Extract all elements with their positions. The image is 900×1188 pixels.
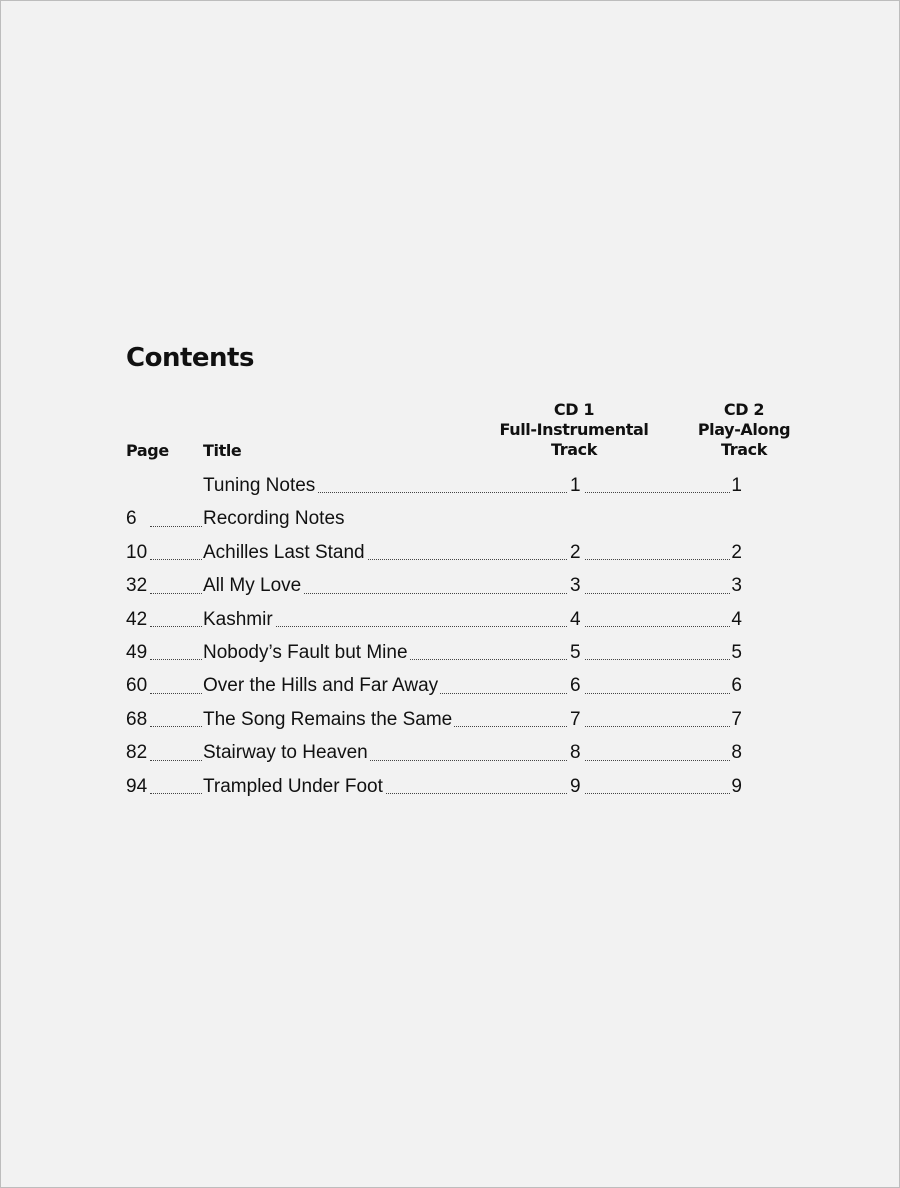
cd2-track-number: 6	[731, 675, 742, 697]
page-number	[126, 475, 127, 496]
cd2-track-number: 3	[731, 575, 742, 597]
toc-row[interactable]	[126, 636, 756, 669]
cd2-track-number-cell	[582, 703, 744, 736]
page-number: 32	[126, 575, 148, 597]
cd1-header-line: CD 1	[553, 400, 595, 419]
cd1-track-number: 9	[570, 775, 581, 797]
cd2-header-line: Play-Along	[697, 420, 791, 439]
cd1-track-number: 5	[570, 641, 581, 663]
toc-row[interactable]	[126, 603, 756, 636]
song-title-cell	[203, 502, 570, 535]
cd1-track-number-cell	[570, 669, 582, 702]
cd2-header-line: CD 2	[723, 400, 765, 419]
cd1-track-number: 8	[570, 742, 581, 764]
song-title-cell	[203, 603, 570, 636]
toc-row[interactable]	[126, 536, 756, 569]
song-title: Achilles Last Stand	[203, 541, 365, 563]
cd2-track-number: 5	[731, 641, 742, 663]
cd2-track-number-cell	[582, 536, 744, 569]
cd2-track-number: 2	[731, 541, 742, 563]
song-title: Trampled Under Foot	[203, 775, 383, 797]
cd1-track-number: 1	[570, 475, 581, 496]
page-number: 60	[126, 675, 148, 697]
toc-row[interactable]	[126, 770, 756, 803]
cd2-track-number-cell	[582, 770, 744, 803]
cd2-track-number	[742, 508, 744, 529]
cd1-track-number-cell	[570, 569, 582, 602]
cd2-track-number-cell	[582, 469, 744, 502]
cd2-track-number: 7	[731, 708, 742, 730]
page-number: 94	[126, 775, 148, 797]
song-title-cell	[203, 770, 570, 803]
cd2-track-number-cell	[582, 636, 744, 669]
song-title-cell	[203, 569, 570, 602]
song-title: Nobody’s Fault but Mine	[203, 641, 408, 663]
page-number-cell	[126, 669, 202, 702]
song-title-cell	[203, 469, 570, 502]
cd1-track-number-cell	[570, 703, 582, 736]
song-title: Kashmir	[203, 608, 273, 630]
page-number-cell	[126, 502, 202, 535]
page-number-cell	[126, 736, 202, 769]
toc-row[interactable]	[126, 502, 756, 535]
cd2-track-number: 8	[731, 742, 742, 764]
cd1-track-number: 6	[570, 675, 581, 697]
page-number: 49	[126, 641, 148, 663]
song-title: Recording Notes	[203, 508, 345, 530]
cd1-track-number: 2	[570, 541, 581, 563]
cd2-header-line: Track	[721, 440, 767, 459]
page-number-cell	[126, 703, 202, 736]
song-title-cell	[203, 703, 570, 736]
page-number-cell	[126, 770, 202, 803]
column-header-title: Title	[203, 441, 242, 460]
cd1-track-number-cell	[570, 603, 582, 636]
cd1-track-number-cell	[570, 636, 582, 669]
page-number-cell	[126, 636, 202, 669]
toc-row[interactable]	[126, 736, 756, 769]
toc-row[interactable]	[126, 669, 756, 702]
page-number-cell	[126, 569, 202, 602]
column-header-cd1	[494, 400, 654, 460]
cd2-track-number: 9	[731, 775, 742, 797]
cd2-track-number-cell	[582, 736, 744, 769]
cd2-track-number-cell	[582, 502, 744, 535]
page-number: 6	[126, 508, 137, 530]
page-number: 10	[126, 541, 148, 563]
page-number: 42	[126, 608, 148, 630]
page-number-cell	[126, 603, 202, 636]
toc-row[interactable]	[126, 469, 756, 502]
page-number-cell	[126, 536, 202, 569]
song-title: All My Love	[203, 575, 302, 597]
cd2-track-number-cell	[582, 669, 744, 702]
cd1-track-number-cell	[570, 736, 582, 769]
column-header-page: Page	[126, 441, 169, 460]
cd2-track-number: 4	[731, 608, 742, 630]
cd2-track-number: 1	[731, 475, 742, 496]
song-title: Stairway to Heaven	[203, 742, 368, 764]
song-title: Tuning Notes	[203, 475, 316, 496]
cd1-track-number: 4	[570, 608, 581, 630]
page-title: Contents	[126, 343, 254, 373]
cd2-track-number-cell	[582, 569, 744, 602]
song-title-cell	[203, 669, 570, 702]
cd1-track-number: 3	[570, 575, 581, 597]
cd2-track-number-cell	[582, 603, 744, 636]
cd1-header-line: Full-Instrumental	[499, 420, 649, 439]
page-number: 82	[126, 742, 148, 764]
cd1-track-number	[575, 508, 577, 529]
contents-table	[126, 469, 756, 803]
song-title: Over the Hills and Far Away	[203, 675, 439, 697]
cd1-track-number-cell	[570, 469, 582, 502]
page-number-cell	[126, 469, 202, 502]
cd1-header-line: Track	[551, 440, 597, 459]
toc-row[interactable]	[126, 703, 756, 736]
page-number: 68	[126, 708, 148, 730]
toc-row[interactable]	[126, 569, 756, 602]
cd1-track-number: 7	[570, 708, 581, 730]
column-header-cd2	[676, 400, 812, 460]
song-title-cell	[203, 736, 570, 769]
song-title-cell	[203, 536, 570, 569]
cd1-track-number-cell	[570, 536, 582, 569]
song-title: The Song Remains the Same	[203, 708, 453, 730]
song-title-cell	[203, 636, 570, 669]
cd1-track-number-cell	[570, 770, 582, 803]
cd1-track-number-cell	[570, 502, 582, 535]
